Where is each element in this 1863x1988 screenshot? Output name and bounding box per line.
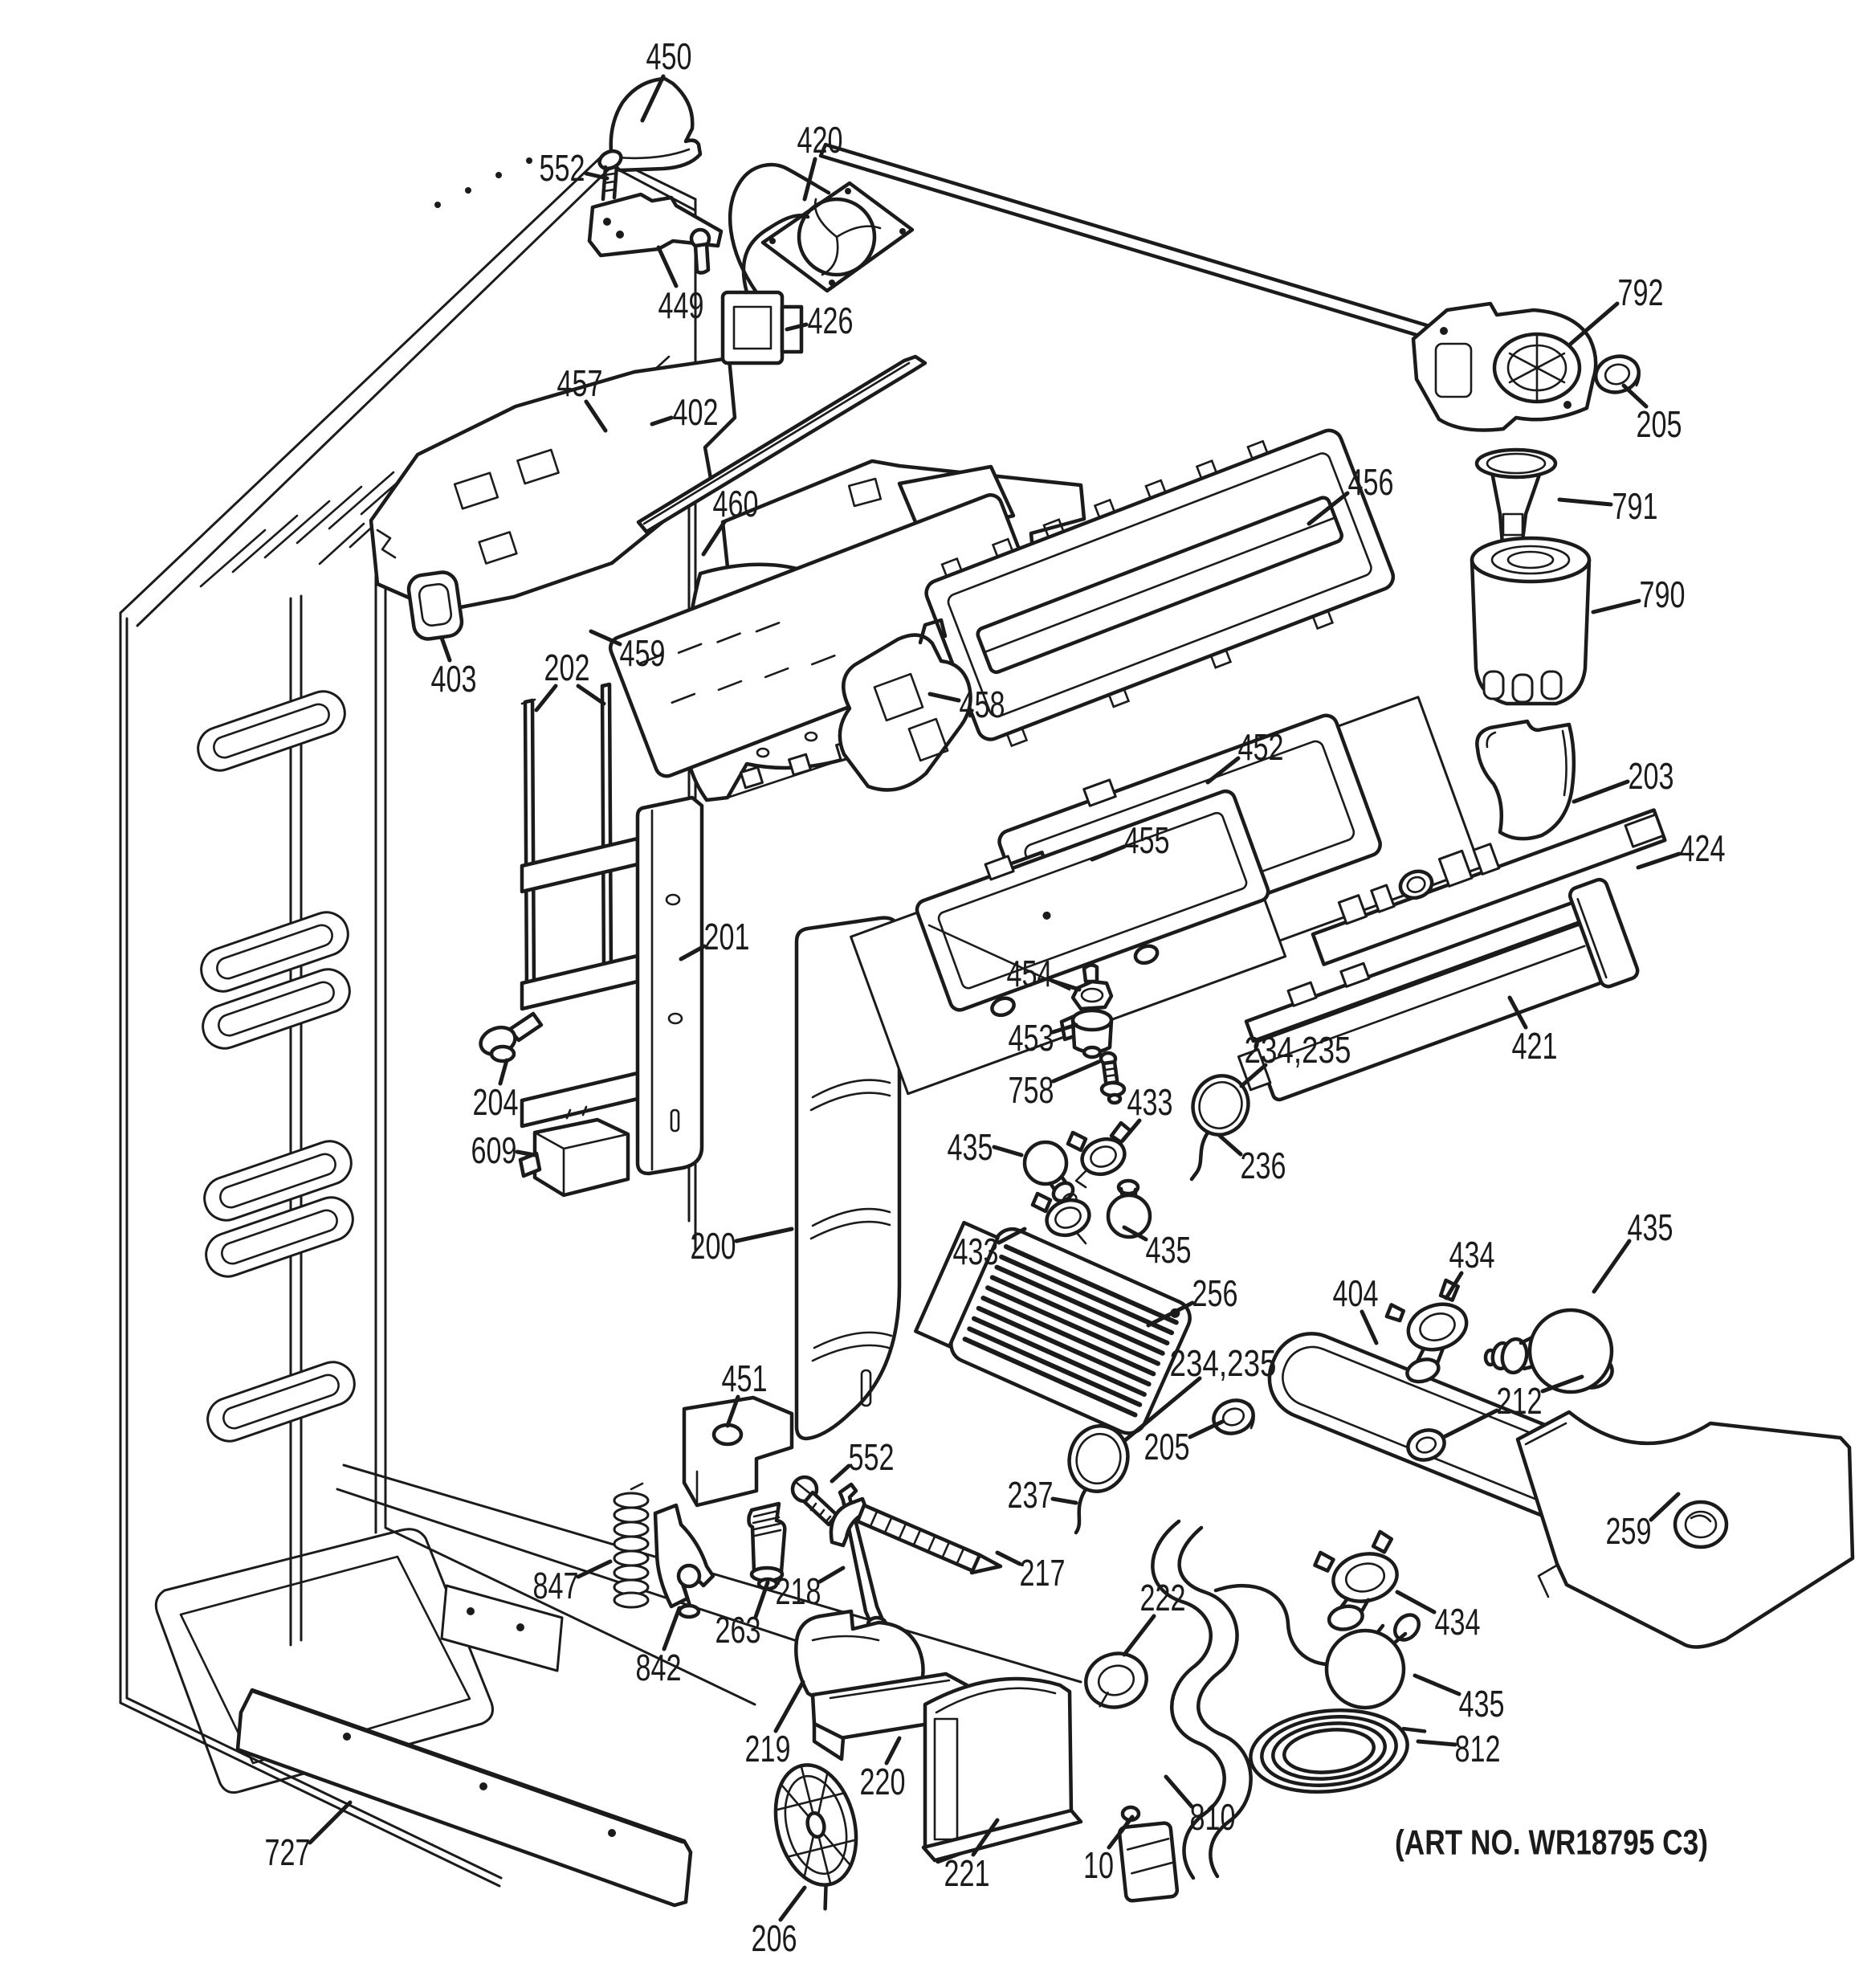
callout-leader-236 <box>1220 1136 1241 1154</box>
tab <box>1371 1529 1394 1553</box>
tip <box>1109 1095 1120 1103</box>
callout-label-219: 219 <box>744 1728 791 1770</box>
part-206-grille-disc <box>764 1757 874 1916</box>
callout-205-top <box>1624 386 1682 445</box>
callout-label-236: 236 <box>1240 1145 1286 1186</box>
part-433-socket-lower <box>1033 1194 1095 1243</box>
callout-label-237: 237 <box>1007 1474 1054 1516</box>
callout-leader-204 <box>500 1060 507 1084</box>
callout-label-205-top: 205 <box>1636 403 1682 445</box>
callout-leader-435-left <box>994 1147 1021 1155</box>
connector <box>1119 1823 1177 1901</box>
plunger <box>520 1153 540 1176</box>
callout-label-403: 403 <box>430 658 477 700</box>
part-403-grommet <box>407 570 464 641</box>
part-842-lever <box>655 1505 713 1617</box>
callout-552-top <box>540 147 608 189</box>
callout-217 <box>997 1552 1066 1594</box>
callout-237 <box>1008 1474 1077 1516</box>
callout-403 <box>431 638 477 700</box>
callout-leader-202 <box>536 686 556 710</box>
coil <box>614 1522 648 1537</box>
callout-label-460: 460 <box>712 483 759 525</box>
top-screw-dot <box>465 187 471 194</box>
callout-label-810: 810 <box>1189 1796 1236 1838</box>
callout-205-lower <box>1144 1422 1223 1468</box>
flute <box>1542 672 1561 699</box>
part-434-socket-lower <box>1311 1529 1408 1632</box>
callout-label-847: 847 <box>532 1565 579 1606</box>
part-420-fan <box>763 183 912 291</box>
callout-label-758: 758 <box>1008 1069 1054 1111</box>
callout-206 <box>752 1888 805 1959</box>
rail <box>638 798 702 1174</box>
part-204-damper-plunger <box>477 1014 541 1061</box>
part-205-grommet-lower <box>1209 1395 1258 1438</box>
outlet <box>1084 1047 1100 1057</box>
top-screw-dot <box>495 172 502 178</box>
hole <box>479 1782 487 1790</box>
callout-leader-552-lower <box>832 1466 849 1481</box>
art-number: (ART NO. WR18795 C3) <box>1395 1823 1708 1863</box>
base <box>1327 1603 1364 1632</box>
callout-263 <box>715 1582 768 1651</box>
callout-label-200: 200 <box>690 1225 736 1267</box>
callout-leader-217 <box>997 1553 1020 1564</box>
callout-leader-237 <box>1053 1499 1076 1503</box>
part-221-bracket-bin <box>923 1679 1081 1862</box>
callout-label-10: 10 <box>1083 1844 1114 1886</box>
outer <box>1592 352 1643 397</box>
part-234-235-thermistor-lower <box>1062 1419 1135 1533</box>
corner-hole <box>769 238 776 244</box>
part-552-screw-lower <box>793 1477 837 1525</box>
callout-leader-758 <box>1054 1062 1099 1081</box>
callout-459 <box>591 631 666 674</box>
callout-label-217: 217 <box>1019 1552 1066 1594</box>
tip <box>491 1047 514 1061</box>
pin <box>695 244 708 273</box>
callout-label-206: 206 <box>751 1917 797 1959</box>
callout-label-552-lower: 552 <box>848 1436 895 1478</box>
callout-leader-200 <box>736 1229 792 1241</box>
part-790-filter-cartridge <box>1472 538 1589 704</box>
callout-label-433-lower: 433 <box>952 1231 999 1272</box>
callout-label-790: 790 <box>1639 574 1686 615</box>
callout-label-221: 221 <box>944 1852 990 1894</box>
callout-label-456: 456 <box>1347 461 1394 503</box>
part-758-screw <box>1101 1053 1124 1103</box>
body <box>535 1120 628 1195</box>
callout-label-434-lower: 434 <box>1434 1601 1481 1643</box>
outline <box>684 1398 792 1505</box>
callout-236 <box>1220 1136 1286 1186</box>
flange <box>1329 1548 1401 1606</box>
stem <box>820 1885 832 1908</box>
body <box>723 292 782 363</box>
callout-label-212: 212 <box>1496 1380 1543 1422</box>
callout-label-842: 842 <box>635 1647 682 1688</box>
callout-leader-424 <box>1638 854 1679 867</box>
outer <box>1080 1647 1152 1713</box>
callout-leader-218 <box>820 1568 843 1582</box>
coil <box>614 1537 648 1551</box>
callout-leader-220 <box>887 1738 899 1763</box>
base <box>1390 1610 1424 1645</box>
callout-434-upper <box>1446 1234 1495 1298</box>
callout-label-455: 455 <box>1123 819 1170 861</box>
callout-label-435-left: 435 <box>947 1126 993 1168</box>
callout-204 <box>473 1060 519 1123</box>
callout-758 <box>1009 1062 1099 1111</box>
callout-433-upper <box>1123 1081 1173 1141</box>
callout-847 <box>533 1561 611 1606</box>
callout-leader-460 <box>703 522 724 554</box>
stem <box>1084 965 1097 982</box>
callout-leader-403 <box>442 638 450 660</box>
tab <box>1076 1171 1086 1187</box>
callout-435-lower-right <box>1415 1676 1505 1725</box>
callout-203 <box>1574 755 1674 802</box>
callout-label-202: 202 <box>544 647 590 688</box>
callout-label-218: 218 <box>775 1570 821 1612</box>
callout-label-256: 256 <box>1192 1272 1238 1314</box>
callout-leader-727 <box>310 1802 350 1843</box>
callout-label-450: 450 <box>646 35 692 77</box>
shelf-rib <box>202 1357 360 1447</box>
tab <box>1384 1302 1406 1325</box>
part-222-clamp-ring <box>1080 1647 1152 1713</box>
top <box>1472 538 1589 582</box>
top <box>1073 1010 1111 1030</box>
callout-label-449: 449 <box>658 284 704 326</box>
shelf-rib <box>192 686 350 777</box>
outer <box>1209 1395 1258 1438</box>
callout-435-mid <box>1124 1227 1192 1271</box>
callout-label-402: 402 <box>672 391 719 433</box>
part-203-filter-cup <box>1477 721 1574 839</box>
coil <box>614 1593 648 1607</box>
callout-label-234-235-lower: 234,235 <box>1169 1342 1277 1384</box>
outline <box>1477 721 1574 839</box>
callout-leader-206 <box>781 1888 805 1920</box>
part-205-grommet-top <box>1592 352 1643 397</box>
callout-218 <box>776 1568 844 1612</box>
coil <box>614 1551 648 1565</box>
corner-hole <box>845 188 851 194</box>
callout-leader-435-lower-right <box>1415 1676 1459 1694</box>
callout-label-727: 727 <box>264 1831 311 1873</box>
callout-label-434-upper: 434 <box>1449 1234 1495 1276</box>
globe <box>1327 1631 1404 1708</box>
callout-219 <box>745 1682 804 1770</box>
callout-label-203: 203 <box>1628 755 1674 797</box>
hole <box>1675 1502 1726 1547</box>
hole <box>616 231 624 239</box>
callout-leader-791 <box>1559 500 1611 504</box>
callout-552-lower <box>832 1436 895 1481</box>
callout-label-234-235-upper: 234,235 <box>1244 1029 1351 1071</box>
part-451-bracket <box>684 1398 792 1505</box>
foot <box>679 1606 699 1617</box>
cabinet-left-front-edge <box>120 613 127 1703</box>
callout-leader-203 <box>1574 782 1628 802</box>
part-792-filter-head <box>821 145 1596 431</box>
callout-label-424: 424 <box>1679 827 1726 869</box>
hinge-hole <box>516 1623 524 1631</box>
hole <box>608 1829 616 1837</box>
tail <box>1404 1726 1425 1733</box>
part-201-air-tower-bracket <box>522 798 702 1174</box>
wire <box>1192 1133 1208 1179</box>
callout-label-452: 452 <box>1237 726 1284 768</box>
callout-label-453: 453 <box>1008 1017 1054 1059</box>
wire <box>1076 1489 1086 1533</box>
part-453-valve-body <box>1062 1010 1111 1057</box>
part-812-coil-tubing <box>1246 1701 1429 1799</box>
callout-404 <box>1333 1272 1379 1343</box>
callout-leader-222 <box>1124 1616 1154 1655</box>
callout-label-552-top: 552 <box>539 147 585 189</box>
rung <box>522 956 638 1009</box>
callout-label-259: 259 <box>1605 1510 1652 1552</box>
hook <box>631 1484 642 1489</box>
callout-220 <box>860 1738 906 1802</box>
callout-label-459: 459 <box>619 632 666 674</box>
hole <box>603 218 611 226</box>
flute <box>1513 675 1532 702</box>
callout-842 <box>636 1608 682 1688</box>
outer <box>407 570 464 641</box>
callout-label-204: 204 <box>472 1081 519 1123</box>
shelf-supports <box>192 686 360 1447</box>
rod <box>525 700 534 993</box>
callout-label-435-lower-right: 435 <box>1458 1683 1505 1725</box>
callout-label-426: 426 <box>807 300 854 341</box>
rod <box>602 684 611 975</box>
callout-200 <box>691 1225 793 1267</box>
flute <box>1484 672 1503 699</box>
callout-label-222: 222 <box>1139 1577 1186 1619</box>
part-433-socket-upper <box>1068 1123 1131 1187</box>
part-202-heater-rods <box>522 684 611 993</box>
hinge-hole <box>467 1607 475 1615</box>
callout-leader-812 <box>1418 1741 1455 1745</box>
callout-leader-435-upper-right <box>1594 1241 1629 1292</box>
part-259-housing-cover <box>1518 1412 1853 1647</box>
coil <box>614 1565 648 1580</box>
tab <box>1078 1234 1086 1243</box>
part-449-bracket <box>589 194 721 273</box>
hole <box>1563 401 1572 409</box>
top-screw-dot <box>434 202 441 208</box>
rung <box>522 839 638 892</box>
hole <box>1440 327 1448 335</box>
callout-leader-219 <box>776 1682 803 1731</box>
callout-leader-449 <box>658 247 676 286</box>
callout-leader-790 <box>1593 601 1639 612</box>
tab <box>789 754 811 775</box>
corner-hole <box>829 280 835 286</box>
hole <box>343 1733 351 1741</box>
callout-leader-202 <box>578 686 604 704</box>
callout-222 <box>1124 1577 1186 1655</box>
flange <box>1033 1194 1050 1211</box>
callout-leader-810 <box>1166 1777 1192 1806</box>
callout-label-420: 420 <box>797 119 843 161</box>
callout-label-421: 421 <box>1511 1025 1558 1067</box>
callout-label-404: 404 <box>1332 1272 1379 1314</box>
callout-label-201: 201 <box>703 916 750 957</box>
tab <box>741 767 763 788</box>
callout-label-609: 609 <box>471 1129 517 1171</box>
hole <box>714 1425 741 1444</box>
callout-label-263: 263 <box>715 1609 761 1651</box>
tab <box>1313 1550 1335 1573</box>
callout-label-454: 454 <box>1006 953 1053 994</box>
callout-label-791: 791 <box>1612 485 1658 527</box>
callout-label-812: 812 <box>1454 1728 1501 1770</box>
supply-tube <box>821 145 1478 352</box>
top-screw-dot <box>526 157 532 164</box>
callout-435-left <box>948 1126 1022 1168</box>
callout-791 <box>1559 485 1658 527</box>
callout-435-upper-right <box>1594 1206 1673 1292</box>
part-552-screw-top <box>597 148 624 199</box>
flange <box>1402 1297 1472 1357</box>
callout-label-205-lower: 205 <box>1143 1426 1190 1468</box>
callout-label-435-upper-right: 435 <box>1627 1206 1673 1248</box>
callout-label-220: 220 <box>859 1761 906 1802</box>
part-847-spring <box>614 1484 648 1607</box>
callout-label-458: 458 <box>959 684 1005 725</box>
callout-leader-404 <box>1362 1312 1376 1343</box>
tab <box>1539 1565 1558 1597</box>
coil <box>614 1493 648 1508</box>
callout-label-451: 451 <box>721 1357 768 1399</box>
coil <box>614 1508 648 1522</box>
callout-label-433-upper: 433 <box>1127 1081 1173 1123</box>
callout-792 <box>1571 271 1664 344</box>
callout-leader-842 <box>664 1608 679 1649</box>
callout-label-792: 792 <box>1617 271 1664 313</box>
callout-812 <box>1418 1728 1501 1770</box>
nut <box>1073 982 1111 1009</box>
callout-leader-609 <box>517 1152 535 1155</box>
flange <box>1068 1133 1086 1150</box>
callout-leader-434-lower <box>1397 1592 1434 1612</box>
callout-202 <box>536 647 604 710</box>
ball <box>679 1565 699 1586</box>
rung <box>522 1073 638 1126</box>
callout-790 <box>1593 574 1686 615</box>
callout-label-457: 457 <box>556 362 603 404</box>
corner-hole <box>899 228 906 235</box>
callout-label-435-mid: 435 <box>1145 1229 1192 1271</box>
callout-727 <box>265 1802 351 1873</box>
